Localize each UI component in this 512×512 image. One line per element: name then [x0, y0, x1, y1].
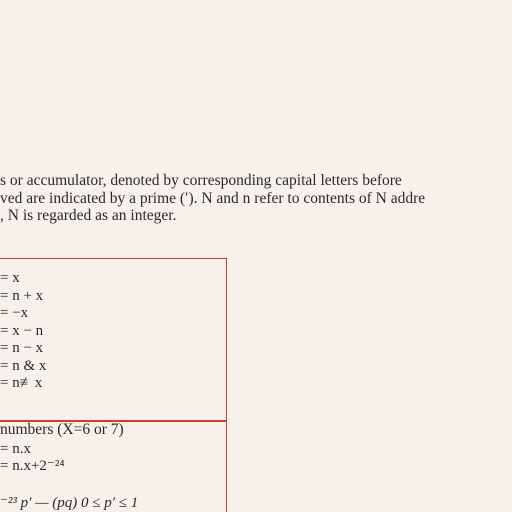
- operations-formula-list: [0, 270, 46, 393]
- formula-row: = x − n: [0, 322, 44, 339]
- formula-row: = n.x: [0, 441, 31, 457]
- formula-row: = n.x+2⁻²⁴: [0, 458, 65, 474]
- numbers-formula-list: [0, 441, 65, 475]
- formula-row: = x: [0, 270, 20, 286]
- paragraph-line-2: ved are indicated by a prime (′). N and n refer to contents of N addre: [0, 189, 426, 207]
- numbers-heading: numbers (X=6 or 7): [0, 421, 124, 438]
- description-paragraph: [0, 172, 512, 225]
- paragraph-line-1: s or accumulator, denoted by corresponding capital letters before: [0, 172, 402, 189]
- formula-row: = n & x: [0, 357, 47, 374]
- formula-row: = n≢x: [0, 375, 43, 391]
- paragraph-line-3: , N is regarded as an integer.: [0, 207, 177, 224]
- formula-row: = n + x: [0, 287, 44, 304]
- partial-formula-row: ⁻²³ p′ — (pq) 0 ≤ p′ ≤ 1: [0, 495, 139, 511]
- formula-row: = n − x: [0, 340, 44, 356]
- formula-row: = −x: [0, 305, 29, 321]
